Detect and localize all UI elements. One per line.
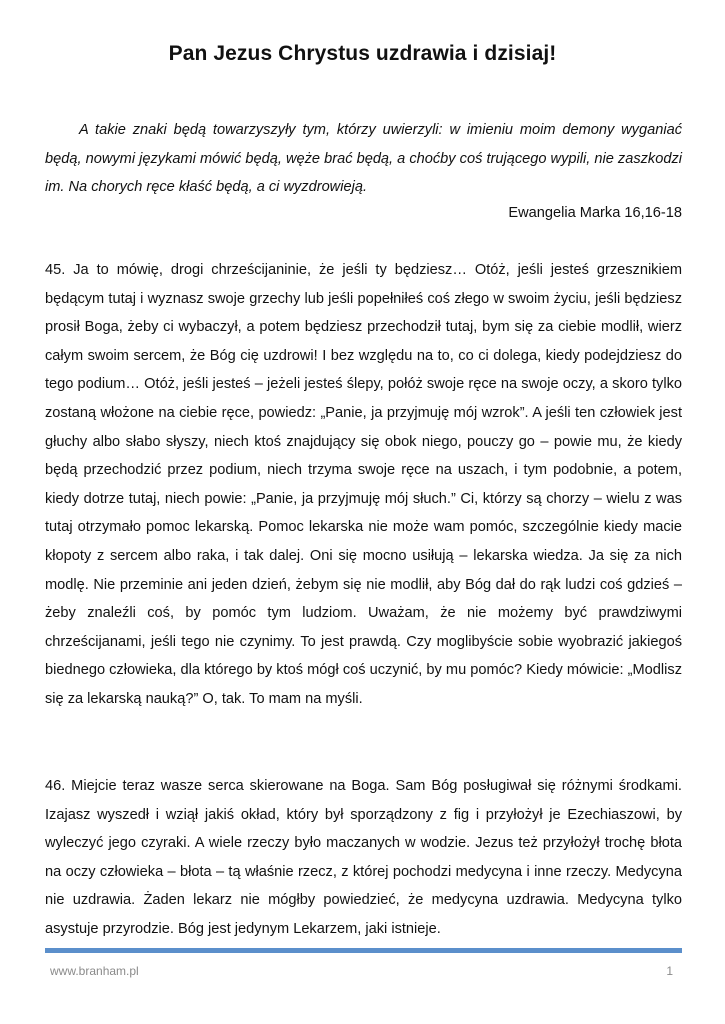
paragraph-text: 46. Miejcie teraz wasze serca skierowane na Boga. Sam Bóg posługiwał się różnymi środkami. Izajasz wyszedł i wziął jakiś okład, który był sporządzony z fig i przyłożył je Ezechiaszowi, by wyleczyć jego czyraki. A wiele rzeczy było maczanych w wodzie. Jezus też przyłożył trochę błota na oczy człowieka – błota – tą właśnie rzecz, z której pochodzi medycyna i inne rzeczy. Medycyna nie uzdrawia. Żaden lekarz nie mógłby powiedzieć, że medycyna uzdrawia. Medycyna tylko asystuje przyrodzie. Bóg jest jedynym Lekarzem, jaki istnieje. (45, 778, 682, 937)
quote-text: A takie znaki będą towarzyszyły tym, którzy uwierzyli: w imieniu moim demony wyganiać będą, nowymi językami mówić będą, węże brać będą, a choćby coś trującego wypili, nie zaszkodzi im. Na chorych ręce kłaść będą, a ci wyzdrowieją. (45, 122, 682, 196)
quote-source: Ewangelia Marka 16,16-18 (508, 205, 682, 221)
paragraph-text: 45. Ja to mówię, drogi chrześcijaninie, że jeśli ty będziesz… Otóż, jeśli jesteś grzesznikiem będącym tutaj i wyznasz swoje grzechy lub jeśli popełniłeś coś złego w swoim życiu, jeśli będziesz prosił Boga, żeby ci wybaczył, a potem będziesz przechodził tutaj, bym się za ciebie modlił, wierz całym swoim sercem, że Bóg cię uzdrowi! I bez względu na to, co ci dolega, kiedy podejdziesz do tego podium… Otóż, jeśli jesteś – jeżeli jesteś ślepy, połóż swoje ręce na swoje oczy, a skoro tylko zostaną włożone na ciebie ręce, powiedz: „Panie, ja przyjmuję mój wzrok”. A jeśli ten człowiek jest głuchy albo słabo słyszy, niech ktoś znajdujący się obok niego, pouczy go – powie mu, że kiedy będą przechodzić przez podium, niech trzyma swoje ręce na uszach, i tym podobnie, a potem, kiedy dotrze tutaj, niech powie: „Panie, ja przyjmuję mój słuch.” Ci, którzy są chorzy – wielu z was tutaj otrzymało pomoc lekarską. Pomoc lekarska nie może wam pomóc, szczególnie kiedy macie kłopoty z sercem albo raka, i tak dalej. Oni się mocno usiłują – lekarska wiedza. Ja się za nich modlę. Nie przeminie ani jeden dzień, żebym się nie modlił, aby Bóg dał do rąk ludzi coś gdzieś – żeby znaleźli coś, by pomóc tym ludziom. Uważam, że nie możemy być prawdziwymi chrześcijanami, jeśli tego nie czynimy. To jest prawdą. Czy moglibyście sobie wyobrazić jakiegoś biednego człowieka, dla którego by ktoś mógł coś uczynić, by mu pomóc? Kiedy mówicie: „Modlisz się za lekarską nauką?” O, tak. To mam na myśli. (45, 262, 682, 707)
paragraph-46 (45, 772, 682, 944)
paragraph-45 (45, 256, 682, 714)
footer-website-link[interactable]: www.branham.pl (50, 964, 139, 978)
scripture-quote (45, 116, 682, 202)
footer-divider (45, 948, 682, 953)
page-title: Pan Jezus Chrystus uzdrawia i dzisiaj! (168, 42, 557, 65)
page-number: 1 (666, 964, 673, 978)
